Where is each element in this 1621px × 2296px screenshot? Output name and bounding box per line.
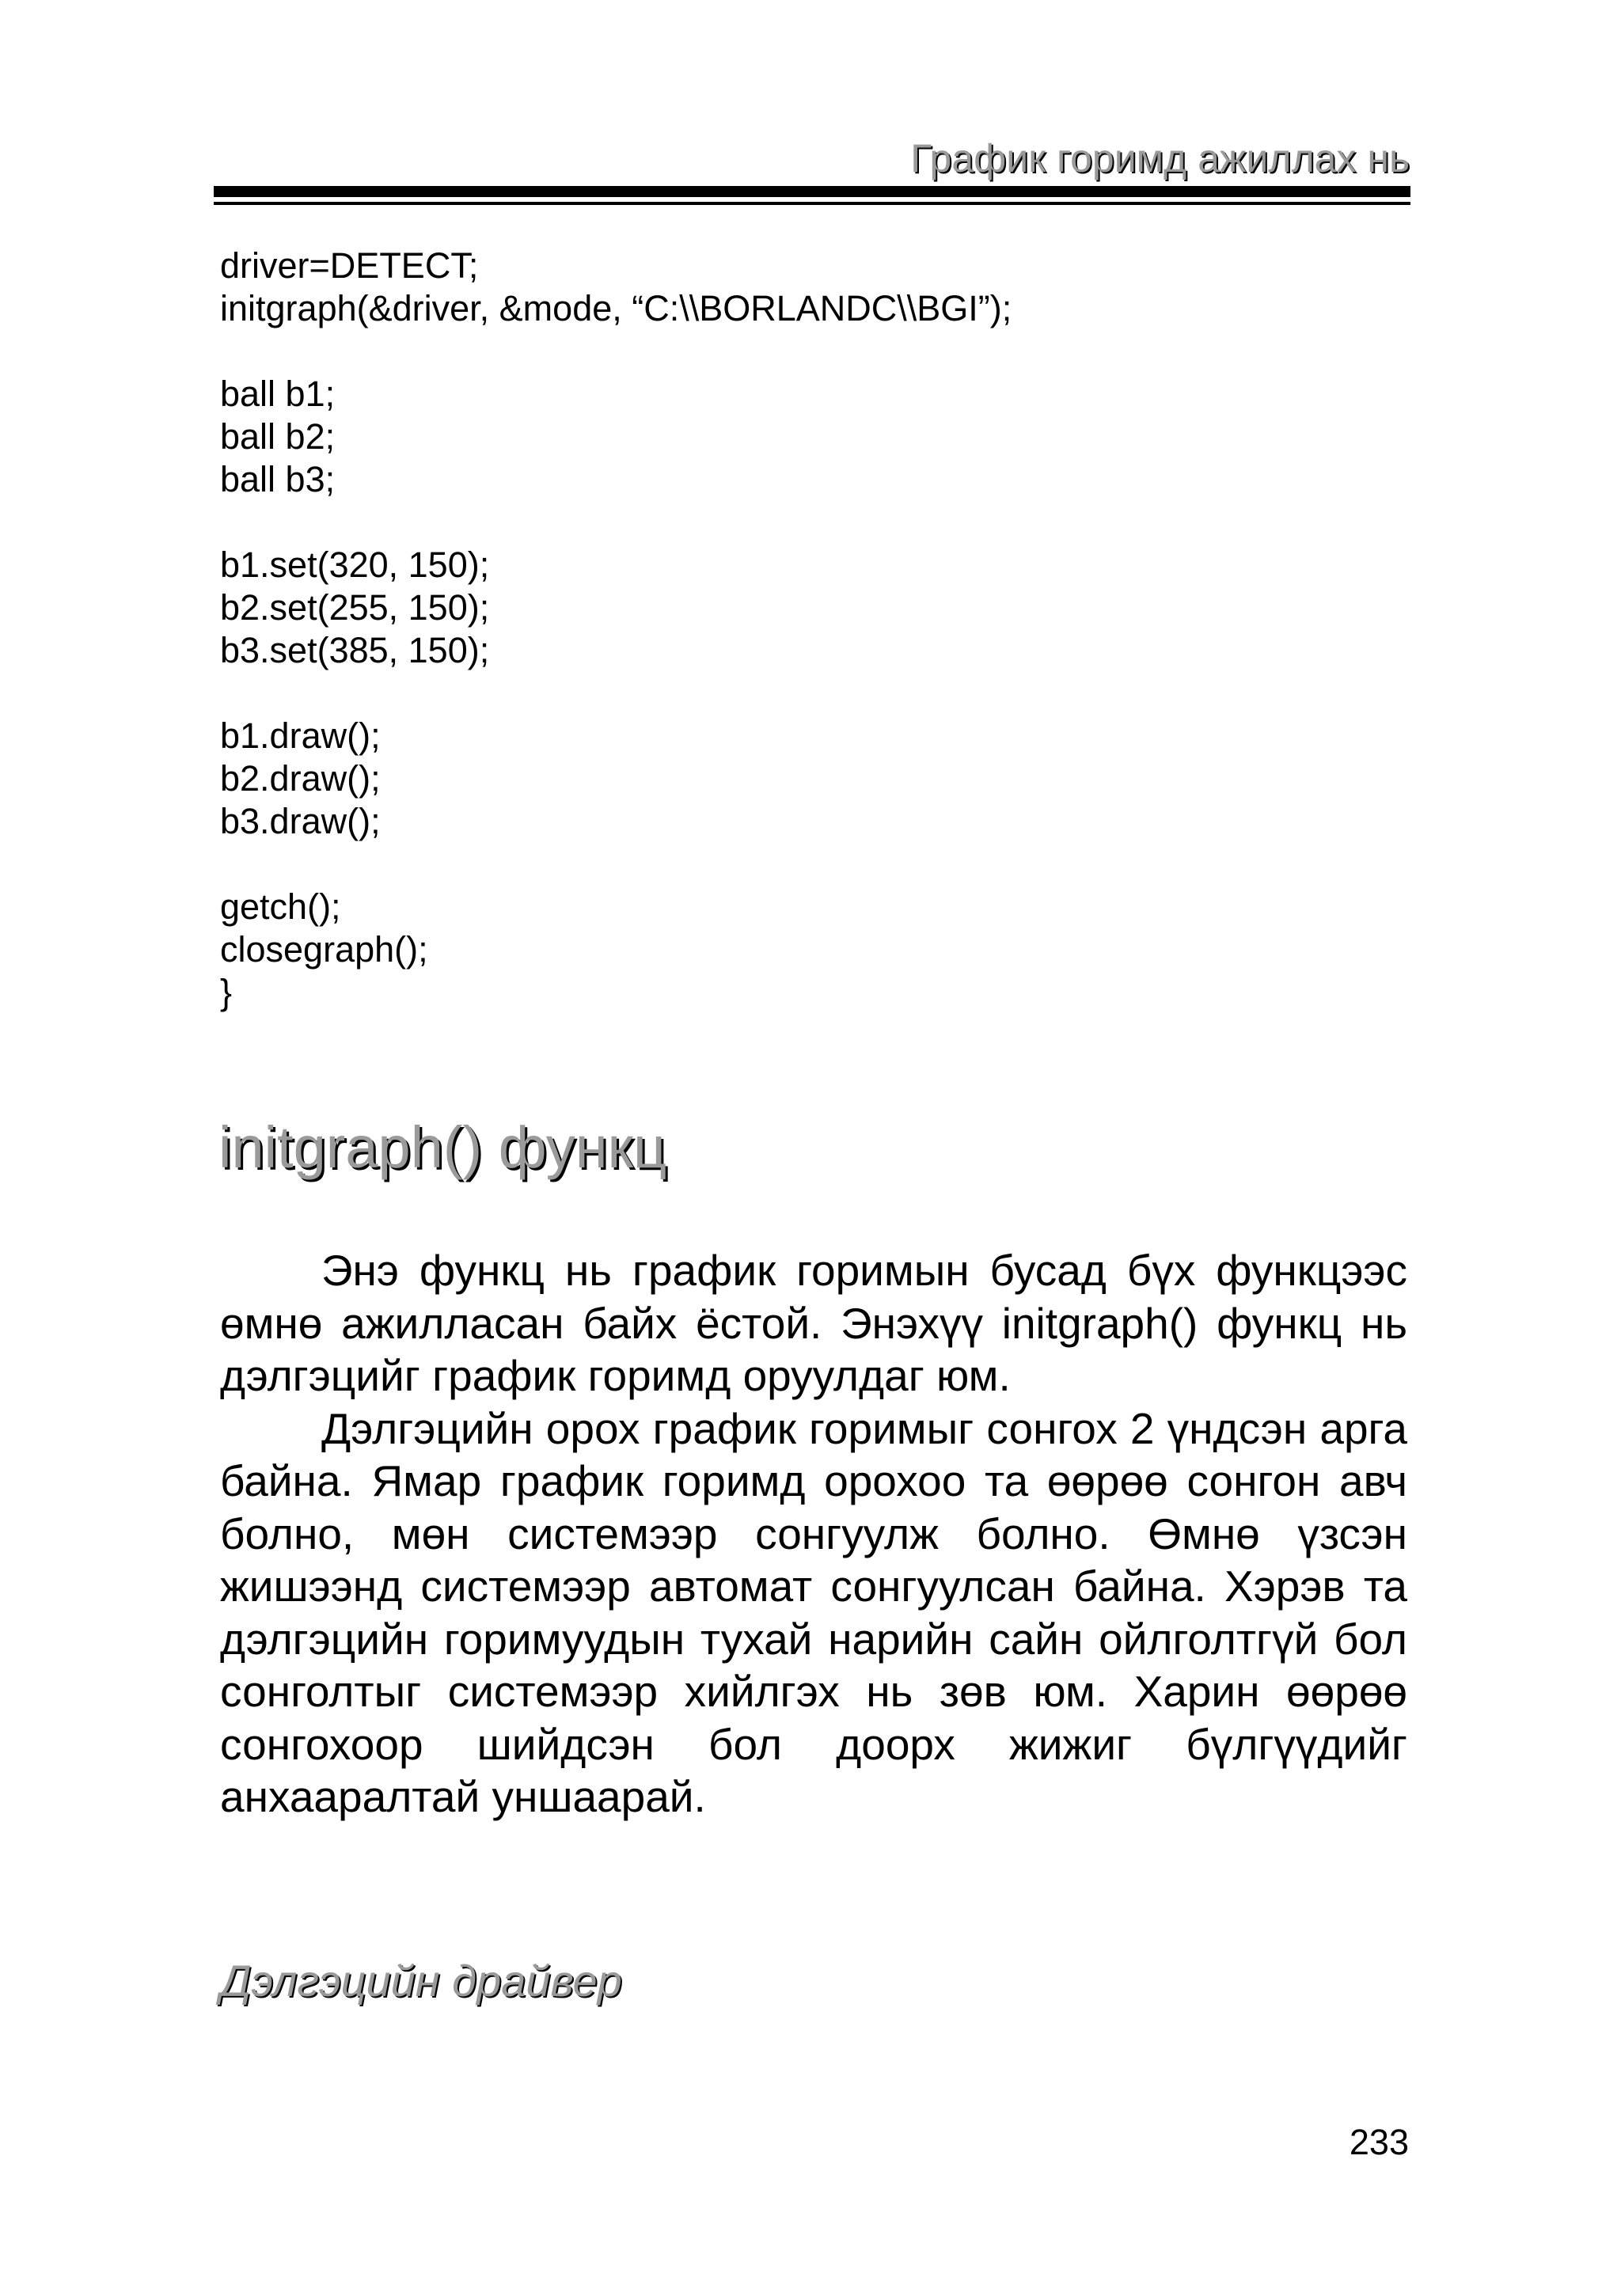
header-rule xyxy=(214,186,1410,197)
section-heading: initgraph() функц xyxy=(218,1114,667,1180)
code-line: ball b3; xyxy=(220,459,336,499)
code-line: getch(); xyxy=(220,886,341,927)
code-line: b1.draw(); xyxy=(220,715,381,756)
code-listing xyxy=(220,245,1391,1014)
paragraph: Энэ функц нь график горимын бусад бүх функцээс өмнө ажилласан байх ёстой. Энэхүү initgraph() функц нь дэлгэцийг график горимд оруулдаг юм. xyxy=(220,1246,1407,1400)
paragraph: Дэлгэцийн орох график горимыг сонгох 2 үндсэн арга байна. Ямар график горимд орохоо та өөрөө сонгон авч болно, мөн системээр сонгуулж болно. Өмнө үзсэн жишээнд системээр автомат сонгуулсан байна. Хэрэв та дэлгэцийн горимуудын тухай нарийн сайн ойлголтгүй бол сонголтыг системээр хийлгэх нь зөв юм. Харин өөрөө сонгохоор шийдсэн бол доорх жижиг бүлгүүдийг анхааралтай уншаарай. xyxy=(220,1403,1407,1821)
subheading: Дэлгэцийн драйвер xyxy=(220,1956,622,2006)
code-line: ball b1; xyxy=(220,374,336,414)
code-line xyxy=(220,330,1391,373)
code-line: closegraph(); xyxy=(220,929,428,970)
code-line: driver=DETECT; xyxy=(220,245,479,286)
code-line: b3.draw(); xyxy=(220,801,381,841)
body-text xyxy=(220,1244,1407,1824)
code-line: ball b2; xyxy=(220,416,336,457)
code-line: b3.set(385, 150); xyxy=(220,630,490,670)
code-line: b2.set(255, 150); xyxy=(220,587,490,628)
code-line xyxy=(220,843,1391,886)
code-line xyxy=(220,501,1391,544)
code-line: } xyxy=(220,972,233,1012)
code-line: initgraph(&driver, &mode, “C:\\BORLANDC\\BGI”); xyxy=(220,288,1012,328)
running-header: График горимд ажиллах нь xyxy=(910,136,1410,180)
code-line xyxy=(220,672,1391,715)
page-number: 233 xyxy=(1349,2122,1409,2162)
header-rule-thin xyxy=(214,202,1410,205)
code-line: b1.set(320, 150); xyxy=(220,545,490,585)
code-line: b2.draw(); xyxy=(220,758,381,799)
